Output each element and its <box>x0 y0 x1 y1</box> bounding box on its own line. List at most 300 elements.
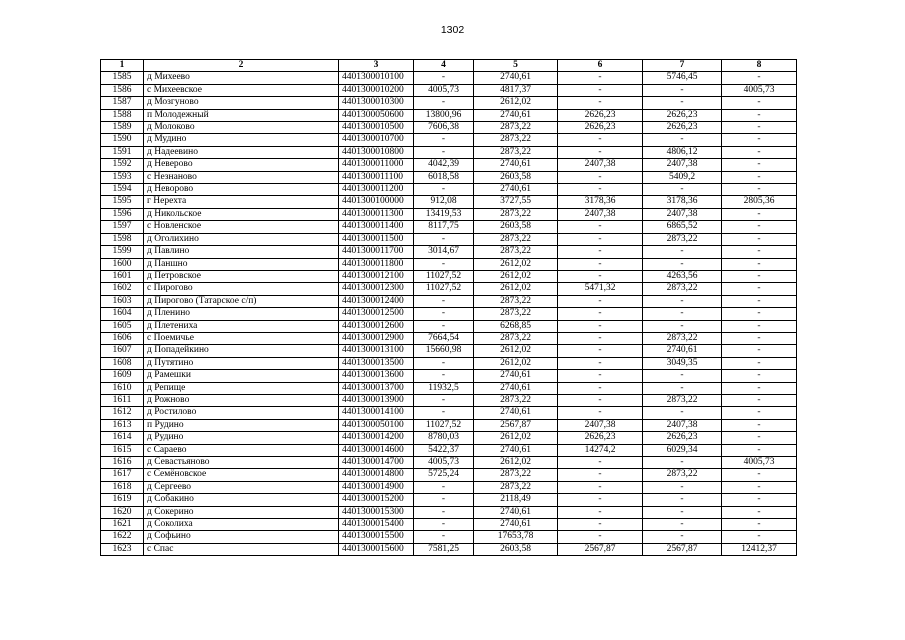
settlement-code: 4401300014800 <box>339 469 414 481</box>
column-header: 2 <box>144 60 339 72</box>
table-row <box>101 531 797 543</box>
table-row <box>101 419 797 431</box>
value-cell: 2603,58 <box>474 221 558 233</box>
value-cell: - <box>643 494 722 506</box>
value-cell: - <box>558 481 643 493</box>
table-row <box>101 382 797 394</box>
value-cell: 15660,98 <box>414 345 474 357</box>
value-cell: - <box>643 407 722 419</box>
settlement-name: д Сергеево <box>144 481 339 493</box>
settlement-name: д Молоково <box>144 122 339 134</box>
settlement-code: 4401300012600 <box>339 320 414 332</box>
settlement-name: д Пленино <box>144 308 339 320</box>
value-cell: 5471,32 <box>558 283 643 295</box>
table-row <box>101 196 797 208</box>
value-cell: - <box>643 370 722 382</box>
value-cell: 2612,02 <box>474 357 558 369</box>
value-cell: 2740,61 <box>474 382 558 394</box>
settlement-name: с Незнаново <box>144 171 339 183</box>
value-cell: 2567,87 <box>643 543 722 555</box>
settlement-code: 4401300012500 <box>339 308 414 320</box>
value-cell: 2873,22 <box>474 246 558 258</box>
table-row <box>101 469 797 481</box>
value-cell: 2612,02 <box>474 457 558 469</box>
value-cell: - <box>722 184 797 196</box>
settlement-code: 4401300015400 <box>339 519 414 531</box>
value-cell: 2407,38 <box>643 159 722 171</box>
value-cell: 2873,22 <box>474 134 558 146</box>
value-cell: 2626,23 <box>643 122 722 134</box>
table-row <box>101 84 797 96</box>
table-row <box>101 494 797 506</box>
row-number: 1604 <box>101 308 144 320</box>
column-header: 7 <box>643 60 722 72</box>
value-cell: - <box>722 233 797 245</box>
value-cell: 8117,75 <box>414 221 474 233</box>
value-cell: - <box>414 233 474 245</box>
value-cell: - <box>414 146 474 158</box>
row-number: 1605 <box>101 320 144 332</box>
settlement-name: д Паншно <box>144 258 339 270</box>
settlement-code: 4401300011300 <box>339 208 414 220</box>
value-cell: - <box>414 308 474 320</box>
value-cell: 12412,37 <box>722 543 797 555</box>
value-cell: - <box>722 171 797 183</box>
value-cell: 2873,22 <box>474 308 558 320</box>
value-cell: 2626,23 <box>643 109 722 121</box>
value-cell: - <box>558 295 643 307</box>
settlement-name: д Попадейкино <box>144 345 339 357</box>
value-cell: - <box>722 258 797 270</box>
value-cell: 2567,87 <box>558 543 643 555</box>
value-cell: 11027,52 <box>414 270 474 282</box>
settlement-code: 4401300012100 <box>339 270 414 282</box>
value-cell: - <box>558 246 643 258</box>
settlement-code: 4401300011200 <box>339 184 414 196</box>
row-number: 1589 <box>101 122 144 134</box>
value-cell: 2407,38 <box>643 419 722 431</box>
table-row <box>101 370 797 382</box>
value-cell: 2740,61 <box>474 506 558 518</box>
settlement-name: д Рожново <box>144 394 339 406</box>
table-row <box>101 72 797 84</box>
table-row <box>101 295 797 307</box>
value-cell: - <box>722 97 797 109</box>
value-cell: 11027,52 <box>414 419 474 431</box>
value-cell: 2603,58 <box>474 171 558 183</box>
value-cell: 2873,22 <box>474 146 558 158</box>
value-cell: - <box>414 97 474 109</box>
table-row <box>101 171 797 183</box>
value-cell: - <box>414 72 474 84</box>
table-row <box>101 543 797 555</box>
value-cell: - <box>722 134 797 146</box>
settlement-code: 4401300012300 <box>339 283 414 295</box>
table-row <box>101 270 797 282</box>
value-cell: - <box>558 469 643 481</box>
value-cell: 2740,61 <box>474 72 558 84</box>
settlement-code: 4401300014100 <box>339 407 414 419</box>
settlement-code: 4401300014200 <box>339 432 414 444</box>
value-cell: - <box>558 258 643 270</box>
row-number: 1596 <box>101 208 144 220</box>
settlement-name: с Пирогово <box>144 283 339 295</box>
value-cell: 4005,73 <box>414 457 474 469</box>
value-cell: 7581,25 <box>414 543 474 555</box>
value-cell: - <box>558 357 643 369</box>
row-number: 1598 <box>101 233 144 245</box>
settlement-name: д Рамешки <box>144 370 339 382</box>
value-cell: 2873,22 <box>474 122 558 134</box>
row-number: 1602 <box>101 283 144 295</box>
column-header: 1 <box>101 60 144 72</box>
settlement-name: д Неворово <box>144 184 339 196</box>
value-cell: 2612,02 <box>474 270 558 282</box>
value-cell: - <box>643 308 722 320</box>
settlement-name: д Мозгуново <box>144 97 339 109</box>
value-cell: 5422,37 <box>414 444 474 456</box>
value-cell: - <box>558 270 643 282</box>
value-cell: - <box>722 308 797 320</box>
value-cell: - <box>722 370 797 382</box>
value-cell: - <box>558 97 643 109</box>
value-cell: - <box>643 531 722 543</box>
value-cell: 912,08 <box>414 196 474 208</box>
settlement-code: 4401300010500 <box>339 122 414 134</box>
table-row <box>101 407 797 419</box>
row-number: 1594 <box>101 184 144 196</box>
table-row <box>101 332 797 344</box>
value-cell: - <box>643 97 722 109</box>
value-cell: - <box>643 382 722 394</box>
row-number: 1612 <box>101 407 144 419</box>
value-cell: - <box>414 184 474 196</box>
value-cell: 2603,58 <box>474 543 558 555</box>
value-cell: - <box>558 146 643 158</box>
row-number: 1590 <box>101 134 144 146</box>
value-cell: 6268,85 <box>474 320 558 332</box>
settlement-code: 4401300015500 <box>339 531 414 543</box>
value-cell: 4005,73 <box>722 457 797 469</box>
settlement-name: д Собакино <box>144 494 339 506</box>
settlement-code: 4401300015300 <box>339 506 414 518</box>
value-cell: 4806,12 <box>643 146 722 158</box>
value-cell: - <box>558 171 643 183</box>
column-header: 8 <box>722 60 797 72</box>
value-cell: 7664,54 <box>414 332 474 344</box>
value-cell: 2873,22 <box>474 295 558 307</box>
settlement-name: д Севастьяново <box>144 457 339 469</box>
settlement-name: с Поемичье <box>144 332 339 344</box>
value-cell: 2612,02 <box>474 97 558 109</box>
value-cell: - <box>558 394 643 406</box>
settlement-code: 4401300015600 <box>339 543 414 555</box>
row-number: 1588 <box>101 109 144 121</box>
table-row <box>101 394 797 406</box>
value-cell: 2873,22 <box>643 233 722 245</box>
value-cell: 2740,61 <box>474 370 558 382</box>
settlement-code: 4401300011700 <box>339 246 414 258</box>
settlement-name: д Софьино <box>144 531 339 543</box>
settlement-code: 4401300013900 <box>339 394 414 406</box>
settlement-code: 4401300050600 <box>339 109 414 121</box>
value-cell: 2612,02 <box>474 432 558 444</box>
settlement-code: 4401300014700 <box>339 457 414 469</box>
value-cell: 2873,22 <box>474 208 558 220</box>
page-number: 1302 <box>440 24 465 36</box>
row-number: 1613 <box>101 419 144 431</box>
table-body <box>101 72 797 556</box>
row-number: 1607 <box>101 345 144 357</box>
value-cell: 2407,38 <box>643 208 722 220</box>
settlement-name: д Оголихино <box>144 233 339 245</box>
settlement-code: 4401300013600 <box>339 370 414 382</box>
value-cell: - <box>414 394 474 406</box>
value-cell: 2873,22 <box>474 394 558 406</box>
value-cell: - <box>414 481 474 493</box>
value-cell: - <box>558 407 643 419</box>
settlement-name: с Новленское <box>144 221 339 233</box>
table-row <box>101 308 797 320</box>
value-cell: - <box>722 506 797 518</box>
row-number: 1603 <box>101 295 144 307</box>
row-number: 1593 <box>101 171 144 183</box>
value-cell: 2626,23 <box>643 432 722 444</box>
value-cell: - <box>722 295 797 307</box>
value-cell: 17653,78 <box>474 531 558 543</box>
value-cell: - <box>643 320 722 332</box>
value-cell: - <box>414 519 474 531</box>
settlement-code: 4401300011800 <box>339 258 414 270</box>
value-cell: - <box>414 134 474 146</box>
settlement-code: 4401300015200 <box>339 494 414 506</box>
value-cell: - <box>558 370 643 382</box>
value-cell: - <box>722 332 797 344</box>
settlement-name: п Рудино <box>144 419 339 431</box>
settlement-name: д Никольское <box>144 208 339 220</box>
row-number: 1585 <box>101 72 144 84</box>
settlement-code: 4401300011100 <box>339 171 414 183</box>
value-cell: - <box>722 382 797 394</box>
value-cell: - <box>643 295 722 307</box>
settlement-name: д Мудино <box>144 134 339 146</box>
table-row <box>101 208 797 220</box>
value-cell: - <box>722 208 797 220</box>
value-cell: 2740,61 <box>474 407 558 419</box>
column-header: 4 <box>414 60 474 72</box>
value-cell: 2407,38 <box>558 419 643 431</box>
value-cell: - <box>722 146 797 158</box>
value-cell: 3049,35 <box>643 357 722 369</box>
row-number: 1620 <box>101 506 144 518</box>
value-cell: - <box>643 84 722 96</box>
table-row <box>101 109 797 121</box>
row-number: 1623 <box>101 543 144 555</box>
value-cell: - <box>722 357 797 369</box>
table-row <box>101 357 797 369</box>
table-row <box>101 481 797 493</box>
table-row <box>101 184 797 196</box>
value-cell: - <box>722 159 797 171</box>
row-number: 1595 <box>101 196 144 208</box>
settlement-name: д Михеево <box>144 72 339 84</box>
settlement-name: д Рудино <box>144 432 339 444</box>
value-cell: - <box>643 457 722 469</box>
settlement-name: г Нерехта <box>144 196 339 208</box>
value-cell: - <box>558 308 643 320</box>
settlement-code: 4401300012900 <box>339 332 414 344</box>
table-row <box>101 159 797 171</box>
value-cell: - <box>722 122 797 134</box>
value-cell: - <box>643 258 722 270</box>
value-cell: 3178,36 <box>643 196 722 208</box>
value-cell: - <box>558 519 643 531</box>
table-row <box>101 506 797 518</box>
column-header: 5 <box>474 60 558 72</box>
table-row <box>101 134 797 146</box>
value-cell: 4005,73 <box>722 84 797 96</box>
value-cell: 2873,22 <box>643 469 722 481</box>
settlement-name: д Сокерино <box>144 506 339 518</box>
value-cell: 5725,24 <box>414 469 474 481</box>
value-cell: - <box>558 134 643 146</box>
settlement-name: с Сараево <box>144 444 339 456</box>
settlement-code: 4401300010300 <box>339 97 414 109</box>
value-cell: - <box>414 370 474 382</box>
value-cell: 2740,61 <box>474 444 558 456</box>
settlement-name: д Пирогово (Татарское с/п) <box>144 295 339 307</box>
value-cell: - <box>414 506 474 518</box>
row-number: 1622 <box>101 531 144 543</box>
row-number: 1617 <box>101 469 144 481</box>
table-row <box>101 221 797 233</box>
value-cell: 8780,03 <box>414 432 474 444</box>
value-cell: 2873,22 <box>474 233 558 245</box>
value-cell: - <box>558 332 643 344</box>
value-cell: - <box>643 184 722 196</box>
value-cell: 2407,38 <box>558 159 643 171</box>
row-number: 1606 <box>101 332 144 344</box>
value-cell: - <box>722 72 797 84</box>
settlement-name: д Петровское <box>144 270 339 282</box>
value-cell: 2626,23 <box>558 122 643 134</box>
settlement-code: 4401300011400 <box>339 221 414 233</box>
value-cell: - <box>722 221 797 233</box>
value-cell: 2740,61 <box>643 345 722 357</box>
value-cell: - <box>558 72 643 84</box>
table-row <box>101 432 797 444</box>
value-cell: 2873,22 <box>643 394 722 406</box>
settlement-name: д Плетениха <box>144 320 339 332</box>
settlement-name: д Ростилово <box>144 407 339 419</box>
value-cell: - <box>414 258 474 270</box>
value-cell: 2873,22 <box>643 283 722 295</box>
settlement-code: 4401300100000 <box>339 196 414 208</box>
value-cell: - <box>558 506 643 518</box>
row-number: 1615 <box>101 444 144 456</box>
settlement-code: 4401300012400 <box>339 295 414 307</box>
value-cell: 2873,22 <box>474 481 558 493</box>
value-cell: - <box>722 531 797 543</box>
value-cell: 2740,61 <box>474 184 558 196</box>
settlement-code: 4401300011000 <box>339 159 414 171</box>
value-cell: - <box>722 246 797 258</box>
value-cell: 4005,73 <box>414 84 474 96</box>
settlement-code: 4401300013500 <box>339 357 414 369</box>
settlement-name: д Путятино <box>144 357 339 369</box>
table-row <box>101 97 797 109</box>
value-cell: 4263,56 <box>643 270 722 282</box>
table-row <box>101 258 797 270</box>
value-cell: - <box>414 407 474 419</box>
value-cell: 2407,38 <box>558 208 643 220</box>
value-cell: - <box>558 531 643 543</box>
value-cell: - <box>722 444 797 456</box>
header-row <box>101 60 797 72</box>
value-cell: - <box>558 233 643 245</box>
value-cell: 2612,02 <box>474 345 558 357</box>
value-cell: - <box>722 345 797 357</box>
value-cell: - <box>722 407 797 419</box>
settlement-code: 4401300050100 <box>339 419 414 431</box>
table-row <box>101 246 797 258</box>
value-cell: 3014,67 <box>414 246 474 258</box>
value-cell: - <box>643 481 722 493</box>
value-cell: 2873,22 <box>474 332 558 344</box>
value-cell: - <box>558 494 643 506</box>
row-number: 1616 <box>101 457 144 469</box>
row-number: 1621 <box>101 519 144 531</box>
value-cell: - <box>722 270 797 282</box>
settlement-code: 4401300014600 <box>339 444 414 456</box>
table-row <box>101 519 797 531</box>
value-cell: 2612,02 <box>474 258 558 270</box>
value-cell: - <box>722 432 797 444</box>
value-cell: 2740,61 <box>474 109 558 121</box>
value-cell: - <box>722 283 797 295</box>
settlement-name: д Надеевино <box>144 146 339 158</box>
settlement-name: п Молодежный <box>144 109 339 121</box>
row-number: 1609 <box>101 370 144 382</box>
value-cell: 2740,61 <box>474 159 558 171</box>
value-cell: 13800,96 <box>414 109 474 121</box>
value-cell: 6029,34 <box>643 444 722 456</box>
value-cell: - <box>414 357 474 369</box>
value-cell: 2118,49 <box>474 494 558 506</box>
value-cell: - <box>558 184 643 196</box>
row-number: 1587 <box>101 97 144 109</box>
row-number: 1610 <box>101 382 144 394</box>
value-cell: 4817,37 <box>474 84 558 96</box>
settlement-name: д Павлино <box>144 246 339 258</box>
value-cell: 2612,02 <box>474 283 558 295</box>
settlement-name: д Неверово <box>144 159 339 171</box>
settlement-code: 4401300010200 <box>339 84 414 96</box>
value-cell: - <box>722 109 797 121</box>
settlement-name: д Репище <box>144 382 339 394</box>
value-cell: - <box>558 382 643 394</box>
value-cell: 6865,52 <box>643 221 722 233</box>
row-number: 1618 <box>101 481 144 493</box>
table-row <box>101 283 797 295</box>
value-cell: - <box>722 481 797 493</box>
value-cell: 2873,22 <box>643 332 722 344</box>
settlement-name: с Спас <box>144 543 339 555</box>
value-cell: - <box>414 494 474 506</box>
settlement-code: 4401300011500 <box>339 233 414 245</box>
table-row <box>101 320 797 332</box>
value-cell: - <box>643 519 722 531</box>
